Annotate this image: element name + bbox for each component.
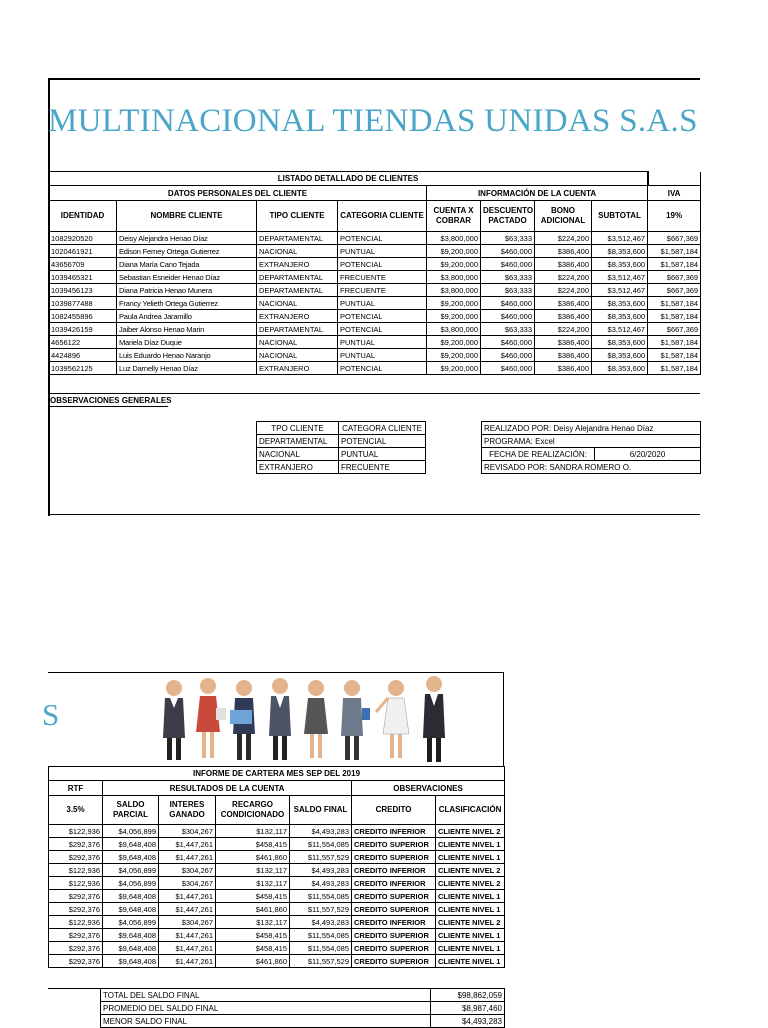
table-cell: $304,267 [159,825,216,838]
table-row [49,232,701,245]
table-cell: $1,447,261 [159,890,216,903]
table-cell: CLIENTE NIVEL 1 [436,955,505,968]
group-datos-personales: DATOS PERSONALES DEL CLIENTE [49,186,427,201]
table-row [49,323,701,336]
table-cell: Jaiber Alonso Henao Marin [117,323,257,336]
table-cell: 1039426159 [49,323,117,336]
table-cell: Francy Yelieth Ortega Gutierrez [117,297,257,310]
table-cell: $4,056,899 [103,825,159,838]
table-cell: $63,333 [481,323,535,336]
table-row [49,258,701,271]
table-cell: PUNTUAL [338,336,427,349]
table-cell: CLIENTE NIVEL 1 [436,942,505,955]
table-cell: CREDITO SUPERIOR [352,838,436,851]
table-cell: $1,447,261 [159,942,216,955]
table-cell: $461,860 [216,955,290,968]
table-row [257,448,426,461]
table-cell: $4,493,283 [290,825,352,838]
table-cell: $4,493,283 [290,877,352,890]
table-cell: DEPARTAMENTAL [257,271,338,284]
programa: PROGRAMA: Excel [482,435,701,448]
summary-label: PROMEDIO DEL SALDO FINAL [101,1002,431,1015]
table-cell: $667,369 [648,271,701,284]
table-cell: DEPARTAMENTAL [257,435,339,448]
tipo-cliente-table [256,421,426,474]
table-cell: $4,493,283 [290,916,352,929]
table-row [49,838,505,851]
table-cell: $460,000 [481,245,535,258]
informe-col-header: SALDO PARCIAL [103,796,159,825]
listado-title-blank [648,172,701,186]
table-row [49,310,701,323]
table-cell: $132,117 [216,825,290,838]
table-cell: $1,447,261 [159,851,216,864]
table-row [49,284,701,297]
table-cell: $304,267 [159,864,216,877]
table-cell: $122,936 [49,916,103,929]
business-people-illustration [156,676,456,764]
listado-clientes-table [48,171,701,375]
table-cell: 1082455896 [49,310,117,323]
listado-col-header: DESCUENTO PACTADO [481,201,535,232]
table-row [49,929,505,942]
table-cell: Deisy Alejandra Henao Díaz [117,232,257,245]
table-cell: Luz Darnelly Henao Díaz [117,362,257,375]
table-cell: $9,648,408 [103,851,159,864]
table-cell: $9,648,408 [103,929,159,942]
table-cell: Paula Andrea Jaramillo [117,310,257,323]
table-cell: $3,800,000 [427,271,481,284]
table-row [257,435,426,448]
table-cell: $386,400 [535,349,592,362]
table-cell: EXTRANJERO [257,258,338,271]
table-cell: $8,353,600 [592,362,648,375]
table-cell: 4656122 [49,336,117,349]
table-cell: PUNTUAL [338,245,427,258]
group-observaciones: OBSERVACIONES [352,781,505,796]
table-cell: Diana Patricia Henao Munera [117,284,257,297]
table-cell: $1,447,261 [159,955,216,968]
table-row [49,362,701,375]
table-cell: $122,936 [49,877,103,890]
table-cell: Diana María Cano Tejada [117,258,257,271]
table-cell: CLIENTE NIVEL 2 [436,877,505,890]
table-cell: EXTRANJERO [257,310,338,323]
table-cell: DEPARTAMENTAL [257,232,338,245]
table-cell: $292,376 [49,942,103,955]
table-cell: $224,200 [535,284,592,297]
table-cell: Edison Ferney Ortega Gutierrez [117,245,257,258]
table-cell: $292,376 [49,929,103,942]
table-cell: $1,587,184 [648,362,701,375]
table-cell: $3,512,467 [592,284,648,297]
table-cell: $461,860 [216,851,290,864]
table-cell: $9,648,408 [103,903,159,916]
realizado-por: REALIZADO POR: Deisy Alejandra Henao Díaz [482,422,701,435]
table-cell: $4,056,899 [103,877,159,890]
section1-top-border [48,78,700,80]
table-cell: $122,936 [49,825,103,838]
listado-col-header: NOMBRE CLIENTE [117,201,257,232]
table-cell: $11,557,529 [290,851,352,864]
table-cell: DEPARTAMENTAL [257,323,338,336]
table-cell: $8,353,600 [592,258,648,271]
listado-title: LISTADO DETALLADO DE CLIENTES [49,172,648,186]
table-cell: $3,512,467 [592,232,648,245]
table-cell: $1,447,261 [159,838,216,851]
group-iva: IVA [648,186,701,201]
table-cell: 1020461921 [49,245,117,258]
table-cell: $667,369 [648,284,701,297]
informe-cartera-table [48,766,505,968]
table-cell: CREDITO INFERIOR [352,864,436,877]
informe-col-header: CLASIFICACIÓN [436,796,505,825]
table-cell: $304,267 [159,916,216,929]
section2-right-border [503,672,504,766]
table-row [49,271,701,284]
table-cell: 4424896 [49,349,117,362]
section1-bottom-border [48,514,700,515]
table-cell: $122,936 [49,864,103,877]
informe-col-header: SALDO FINAL [290,796,352,825]
table-cell: FRECUENTE [339,461,426,474]
table-cell: $1,587,184 [648,349,701,362]
summary-row [101,989,505,1002]
observaciones-label: OBSERVACIONES GENERALES [50,396,172,405]
table-cell: $3,512,467 [592,323,648,336]
table-cell: $460,000 [481,310,535,323]
table-cell: CREDITO INFERIOR [352,877,436,890]
group-resultados: RESULTADOS DE LA CUENTA [103,781,352,796]
table-cell: $63,333 [481,284,535,297]
table-cell: CREDITO SUPERIOR [352,890,436,903]
table-cell: $461,860 [216,903,290,916]
informe-col-header: INTERES GANADO [159,796,216,825]
table-cell: EXTRANJERO [257,461,339,474]
observaciones-top-border [48,393,700,394]
table-cell: POTENCIAL [338,362,427,375]
table-cell: $292,376 [49,890,103,903]
group-informacion-cuenta: INFORMACIÓN DE LA CUENTA [427,186,648,201]
info-box-table [481,421,701,474]
table-row [49,903,505,916]
informe-title: INFORME DE CARTERA MES SEP DEL 2019 [49,767,505,781]
person-icon [163,676,445,762]
table-cell: $386,400 [535,336,592,349]
table-cell: $304,267 [159,877,216,890]
table-cell: $292,376 [49,851,103,864]
table-cell: $9,200,000 [427,258,481,271]
listado-col-header: TIPO CLIENTE [257,201,338,232]
table-cell: $132,117 [216,864,290,877]
table-cell: $3,800,000 [427,323,481,336]
table-cell: $458,415 [216,942,290,955]
informe-col-header: CREDITO [352,796,436,825]
tipo-col-header: CATEGORA CLIENTE [339,422,426,435]
table-cell: $11,557,529 [290,955,352,968]
table-cell: $667,369 [648,232,701,245]
summary-value: $98,862,059 [431,989,505,1002]
listado-col-header: 19% [648,201,701,232]
summary-label: TOTAL DEL SALDO FINAL [101,989,431,1002]
table-cell: POTENCIAL [338,323,427,336]
table-cell: $9,200,000 [427,349,481,362]
table-cell: 1039877488 [49,297,117,310]
table-cell: $63,333 [481,232,535,245]
table-cell: $132,117 [216,877,290,890]
table-cell: $386,400 [535,362,592,375]
table-cell: $460,000 [481,349,535,362]
table-cell: CREDITO INFERIOR [352,916,436,929]
summary-row [101,1015,505,1028]
table-cell: CLIENTE NIVEL 1 [436,838,505,851]
table-cell: CREDITO SUPERIOR [352,851,436,864]
summary-label: MENOR SALDO FINAL [101,1015,431,1028]
table-cell: $292,376 [49,838,103,851]
table-cell: EXTRANJERO [257,362,338,375]
tipo-col-header: TPO CLIENTE [257,422,339,435]
table-cell: $9,200,000 [427,297,481,310]
table-cell: $11,554,085 [290,942,352,955]
table-cell: $11,557,529 [290,903,352,916]
table-cell: $9,200,000 [427,310,481,323]
table-cell: $132,117 [216,916,290,929]
table-cell: $8,353,600 [592,245,648,258]
table-cell: 1039456123 [49,284,117,297]
summary-table [100,988,505,1028]
table-row [49,825,505,838]
table-cell: $1,587,184 [648,258,701,271]
summary-value: $4,493,283 [431,1015,505,1028]
table-cell: $458,415 [216,929,290,942]
table-cell: $11,554,085 [290,890,352,903]
table-row [49,297,701,310]
table-cell: $9,648,408 [103,890,159,903]
table-cell: $1,447,261 [159,929,216,942]
table-cell: $4,056,899 [103,864,159,877]
table-cell: $460,000 [481,362,535,375]
table-cell: $3,800,000 [427,232,481,245]
table-cell: CREDITO INFERIOR [352,825,436,838]
table-cell: $460,000 [481,297,535,310]
listado-col-header: BONO ADICIONAL [535,201,592,232]
table-cell: $292,376 [49,903,103,916]
summary-left-stub [48,988,100,989]
table-cell: CLIENTE NIVEL 2 [436,916,505,929]
table-cell: $458,415 [216,890,290,903]
table-cell: Mariela Díaz Duque [117,336,257,349]
table-cell: $667,369 [648,323,701,336]
table-cell: $9,200,000 [427,336,481,349]
table-cell: $8,353,600 [592,349,648,362]
listado-col-header: CUENTA X COBRAR [427,201,481,232]
table-cell: PUNTUAL [339,448,426,461]
table-cell: $1,587,184 [648,297,701,310]
table-cell: CLIENTE NIVEL 2 [436,864,505,877]
revisado-por: REVISADO POR: SANDRA ROMERO O. [482,461,701,474]
table-cell: $386,400 [535,245,592,258]
table-cell: 1039562125 [49,362,117,375]
section2-top-border [48,672,504,673]
table-cell: $9,200,000 [427,362,481,375]
table-cell: $386,400 [535,258,592,271]
table-cell: Sebastian Esneider Henao Díaz [117,271,257,284]
table-cell: $386,400 [535,310,592,323]
table-cell: NACIONAL [257,349,338,362]
table-row [49,890,505,903]
table-cell: $386,400 [535,297,592,310]
group-rtf: RTF [49,781,103,796]
table-cell: FRECUENTE [338,284,427,297]
table-cell: Luis Eduardo Henao Naranjo [117,349,257,362]
table-cell: $3,512,467 [592,271,648,284]
table-row [49,942,505,955]
table-cell: CREDITO SUPERIOR [352,929,436,942]
table-cell: $9,648,408 [103,838,159,851]
table-row [49,955,505,968]
fecha-label: FECHA DE REALIZACIÓN: [482,448,595,461]
table-cell: $292,376 [49,955,103,968]
summary-value: $8,987,460 [431,1002,505,1015]
table-row [49,851,505,864]
table-cell: CLIENTE NIVEL 2 [436,825,505,838]
table-row [49,916,505,929]
table-cell: POTENCIAL [338,258,427,271]
table-cell: PUNTUAL [338,349,427,362]
table-cell: NACIONAL [257,448,339,461]
table-cell: $4,056,899 [103,916,159,929]
table-cell: CREDITO SUPERIOR [352,942,436,955]
table-cell: POTENCIAL [339,435,426,448]
table-cell: DEPARTAMENTAL [257,284,338,297]
informe-col-header: RECARGO CONDICIONADO [216,796,290,825]
table-cell: FRECUENTE [338,271,427,284]
table-cell: CREDITO SUPERIOR [352,955,436,968]
table-cell: POTENCIAL [338,232,427,245]
table-cell: $3,800,000 [427,284,481,297]
table-row [49,245,701,258]
table-cell: $458,415 [216,838,290,851]
table-cell: CLIENTE NIVEL 1 [436,903,505,916]
table-row [49,336,701,349]
section2-title-fragment: S [42,697,60,732]
table-cell: $460,000 [481,336,535,349]
table-cell: $63,333 [481,271,535,284]
table-row [49,877,505,890]
table-cell: 1082920520 [49,232,117,245]
informe-col-header: 3.5% [49,796,103,825]
table-cell: $1,587,184 [648,310,701,323]
table-row [257,461,426,474]
table-cell: PUNTUAL [338,297,427,310]
table-row [49,349,701,362]
fecha-value: 6/20/2020 [595,448,701,461]
table-cell: 1039465321 [49,271,117,284]
summary-row [101,1002,505,1015]
table-cell: NACIONAL [257,297,338,310]
observaciones-underline [48,406,168,407]
table-cell: NACIONAL [257,245,338,258]
table-cell: $224,200 [535,232,592,245]
table-cell: $9,648,408 [103,942,159,955]
table-cell: CLIENTE NIVEL 1 [436,851,505,864]
table-cell: $11,554,085 [290,838,352,851]
table-cell: $8,353,600 [592,310,648,323]
table-cell: CLIENTE NIVEL 1 [436,929,505,942]
listado-col-header: SUBTOTAL [592,201,648,232]
table-cell: $1,587,184 [648,336,701,349]
table-cell: $224,200 [535,271,592,284]
table-cell: $8,353,600 [592,297,648,310]
table-cell: $8,353,600 [592,336,648,349]
listado-col-header: IDENTIDAD [49,201,117,232]
table-cell: POTENCIAL [338,310,427,323]
table-cell: $460,000 [481,258,535,271]
table-cell: $1,447,261 [159,903,216,916]
company-title: MULTINACIONAL TIENDAS UNIDAS S.A.S [48,103,698,139]
table-cell: 43656709 [49,258,117,271]
table-row [49,864,505,877]
table-cell: $4,493,283 [290,864,352,877]
table-cell: CLIENTE NIVEL 1 [436,890,505,903]
listado-col-header: CATEGORIA CLIENTE [338,201,427,232]
table-cell: $9,648,408 [103,955,159,968]
table-cell: CREDITO SUPERIOR [352,903,436,916]
table-cell: $9,200,000 [427,245,481,258]
table-cell: $224,200 [535,323,592,336]
table-cell: $11,554,085 [290,929,352,942]
table-cell: NACIONAL [257,336,338,349]
table-cell: $1,587,184 [648,245,701,258]
